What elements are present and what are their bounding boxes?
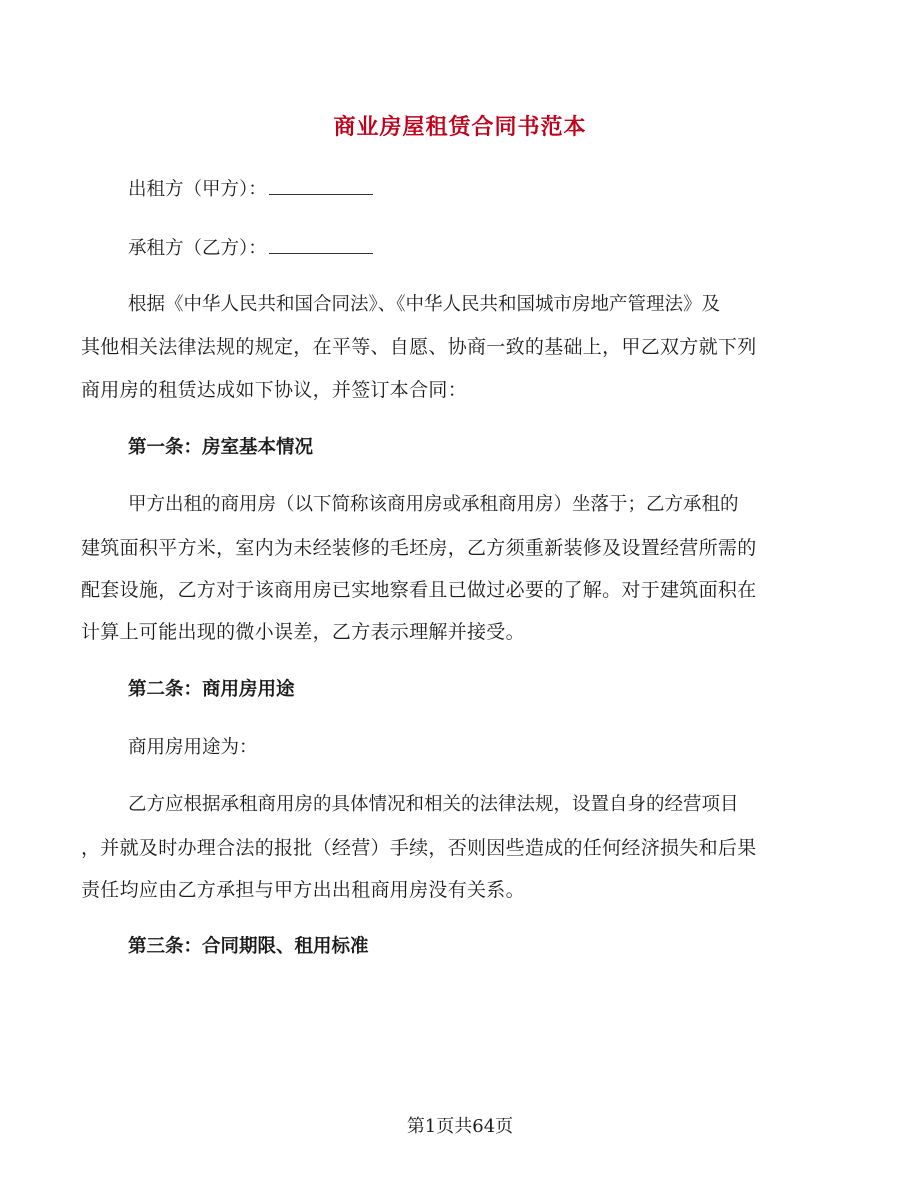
- document-title: 商业房屋租赁合同书范本: [333, 114, 587, 140]
- party-a-blank: [269, 176, 373, 195]
- article1-line-1: 甲方出租的商用房（以下简称该商用房或承租商用房）坐落于；乙方承租的: [128, 494, 739, 515]
- article1-line-4: 计算上可能出现的微小误差，乙方表示理解并接受。: [81, 621, 525, 643]
- intro-line-2: 其他相关法律法规的规定，在平等、自愿、协商一致的基础上，甲乙双方就下列: [81, 336, 757, 358]
- article3-heading: 第三条：合同期限、租用标准: [128, 936, 369, 957]
- article1-line-3: 配套设施，乙方对于该商用房已实地察看且已做过必要的了解。对于建筑面积在: [81, 579, 757, 601]
- article2-heading: 第二条：商用房用途: [128, 679, 295, 700]
- party-b-blank: [269, 235, 373, 254]
- article2-line-3: 责任均应由乙方承担与甲方出出租商用房没有关系。: [81, 879, 525, 901]
- article1-heading: 第一条：房室基本情况: [128, 437, 314, 458]
- article1-line-2: 建筑面积平方米，室内为未经装修的毛坯房，乙方须重新装修及设置经营所需的: [81, 537, 757, 559]
- article2-line-1: 乙方应根据承租商用房的具体情况和相关的法律法规，设置自身的经营项目: [128, 794, 739, 815]
- page-footer: 第1页共64页: [406, 1116, 514, 1137]
- article2-intro: 商用房用途为：: [128, 737, 258, 758]
- party-b-label: 承租方（乙方）：: [128, 238, 267, 259]
- party-b-line: [0, 235, 920, 262]
- party-a-line: [0, 176, 920, 203]
- intro-line-1: 根据《中华人民共和国合同法》、《中华人民共和国城市房地产管理法》及: [128, 294, 721, 315]
- intro-line-3: 商用房的租赁达成如下协议，并签订本合同：: [81, 379, 468, 401]
- party-a-label: 出租方（甲方）：: [128, 179, 267, 200]
- article2-line-2: ，并就及时办理合法的报批（经营）手续，否则因些造成的任何经济损失和后果: [81, 837, 757, 859]
